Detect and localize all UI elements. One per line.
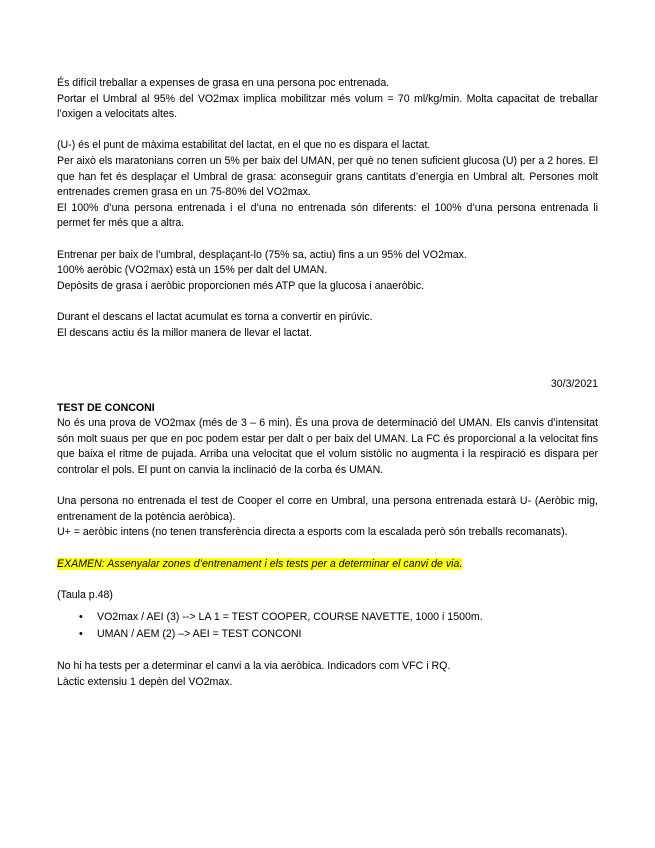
- paragraph: El descans actiu és la millor manera de llevar el lactat.: [57, 326, 312, 339]
- section-title: TEST DE CONCONI: [57, 401, 155, 414]
- paragraph: Durant el descans el lactat acumulat es torna a convertir en pirúvic.: [57, 310, 373, 323]
- list-item: • UMAN / AEM (2) –> AEI = TEST CONCONI: [97, 626, 598, 643]
- paragraph: És difícil treballar a expenses de grasa en una persona poc entrenada.: [57, 77, 390, 89]
- table-reference: (Taula p.48): [57, 588, 113, 601]
- paragraph: Depòsits de grasa i aeròbic proporcionen més ATP que la glucosa i anaeròbic.: [57, 279, 425, 292]
- paragraph: Per això els maratonians corren un 5% per baix del UMAN, per què no tenen suficient glucosa (U) per a 2 hores. El que han fet és desplaçar el Umbral de grasa: aconseguir grans cantitats d’energia en Umbral alt. Persones molt entrenades cremen grasa en un 75-80% del VO2max.: [57, 154, 598, 199]
- highlighted-text: EXAMEN: Assenyalar zones d’entrenament i els tests per a determinar el canvi de via.: [57, 557, 463, 570]
- paragraph: Entrenar per baix de l’umbral, desplaçant-lo (75% sa, actiu) fins a un 95% del VO2max.: [57, 248, 467, 261]
- paragraph: El 100% d’una persona entrenada i el d’una no entrenada són diferents: el 100% d’una persona entrenada li permet fer més que a altra.: [57, 201, 598, 230]
- paragraph: Làctic extensiu 1 depèn del VO2max.: [57, 675, 233, 688]
- paragraph: U+ = aeròbic intens (no tenen transferència directa a esports com la escalada però són treballs recomanats).: [57, 526, 568, 539]
- paragraph: No hi ha tests per a determinar el canvi a la via aeròbica. Indicadors com VFC i RQ.: [57, 660, 451, 672]
- paragraph: (U-) és el punt de màxima estabilitat del lactat, en el que no es dispara el lactat.: [57, 139, 431, 152]
- exam-note: [57, 557, 598, 573]
- paragraph: No és una prova de VO2max (més de 3 – 6 min). És una prova de determinació del UMAN. Els canvis d’intensitat són molt suaus per que en poc podem estar per dalt o per baix del UMAN. La FC és proporcional a la velocitat fins que baixa el ritme de pujada. Arriba una velocitat que el volum sistòlic no augmenta i la respiració es dispara per controlar el pols. El punt on canvia la inclinació de la corba és UMAN.: [57, 417, 598, 477]
- list-item: • VO2max / AEI (3) --> LA 1 = TEST COOPER, COURSE NAVETTE, 1000 i 1500m.: [97, 609, 598, 626]
- date-label: 30/3/2021: [550, 378, 598, 391]
- bullet-list: [57, 609, 598, 643]
- paragraph: Portar el Umbral al 95% del VO2max implica mobilitzar més volum = 70 ml/kg/min. Molta capacitat de treballar l’oxigen a velocitats altes.: [57, 92, 598, 121]
- paragraph: Una persona no entrenada el test de Cooper el corre en Umbral, una persona entrenada estarà U- (Aeròbic mig, entrenament de la potència aeròbica).: [57, 495, 598, 523]
- paragraph: 100% aeròbic (VO2max) està un 15% per dalt del UMAN.: [57, 264, 328, 277]
